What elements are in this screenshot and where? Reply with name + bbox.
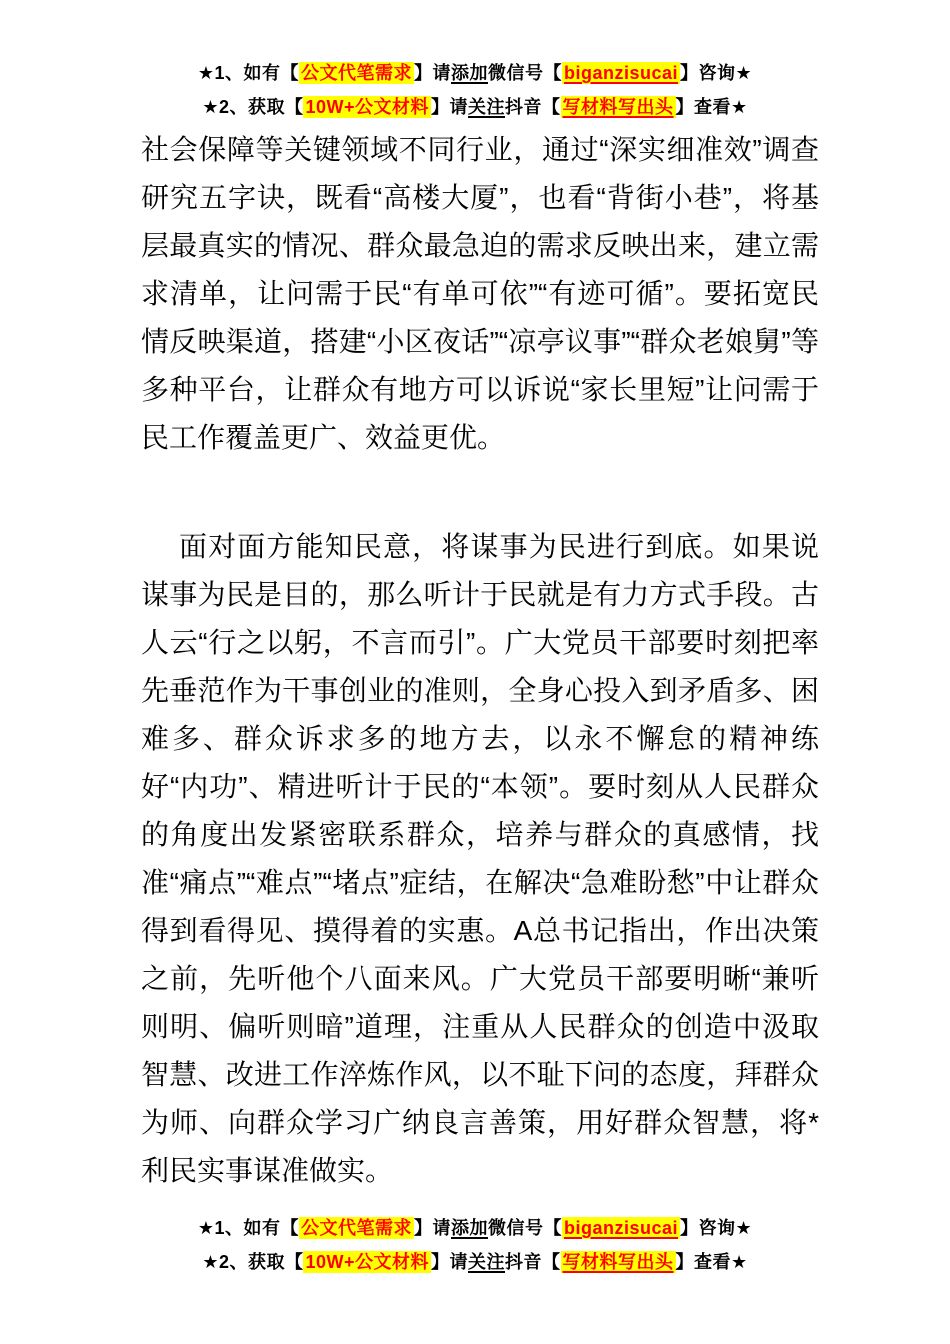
banner2-suffix: 】查看★ xyxy=(675,1252,748,1272)
promo-banner-bottom xyxy=(0,1211,950,1279)
banner2-mid2: 抖音【 xyxy=(505,1252,561,1272)
banner1-prefix: ★1、如有【 xyxy=(197,1218,299,1238)
banner1-highlight-wechat-id: biganzisucai xyxy=(563,63,679,83)
banner2-mid2: 抖音【 xyxy=(505,97,561,117)
banner2-underline-follow: 关注 xyxy=(468,1252,506,1272)
banner2-mid1: 】请 xyxy=(431,1252,469,1272)
banner-line-1 xyxy=(0,1211,950,1245)
body-paragraph-1: 社会保障等关键领域不同行业，通过“深实细准效”调查研究五字诀，既看“高楼大厦”，也看“背街小巷”，将基层最真实的情况、群众最急迫的需求反映出来，建立需求清单，让问需于民“有单可依”“有迹可循”。要拓宽民情反映渠道，搭建“小区夜话”“凉亭议事”“群众老娘舅”等多种平台，让群众有地方可以诉说“家长里短”让问需于民工作覆盖更广、效益更优。 xyxy=(141,134,819,453)
banner2-highlight-douyin-id: 写材料写出头 xyxy=(562,1252,674,1272)
banner1-highlight-wechat-id: biganzisucai xyxy=(563,1218,679,1238)
banner1-mid1: 】请 xyxy=(413,1218,451,1238)
banner1-suffix: 】咨询★ xyxy=(680,1218,753,1238)
banner-line-2 xyxy=(0,90,950,124)
banner2-mid1: 】请 xyxy=(431,97,469,117)
banner2-prefix: ★2、获取【 xyxy=(202,1252,304,1272)
banner1-suffix: 】咨询★ xyxy=(680,63,753,83)
banner2-highlight-douyin-id: 写材料写出头 xyxy=(562,97,674,117)
banner1-mid1: 】请 xyxy=(413,63,451,83)
banner1-highlight-service: 公文代笔需求 xyxy=(300,1218,412,1238)
banner1-underline-add: 添加 xyxy=(450,1218,488,1238)
promo-banner-top xyxy=(0,56,950,124)
banner1-prefix: ★1、如有【 xyxy=(197,63,299,83)
banner1-mid2: 微信号【 xyxy=(487,63,562,83)
banner2-underline-follow: 关注 xyxy=(468,97,506,117)
banner2-prefix: ★2、获取【 xyxy=(202,97,304,117)
banner1-mid2: 微信号【 xyxy=(487,1218,562,1238)
banner1-highlight-service: 公文代笔需求 xyxy=(300,63,412,83)
banner-line-1 xyxy=(0,56,950,90)
banner-line-2 xyxy=(0,1245,950,1279)
banner1-underline-add: 添加 xyxy=(450,63,488,83)
document-body xyxy=(141,126,819,1195)
banner2-highlight-materials: 10W+公文材料 xyxy=(305,97,430,117)
banner2-highlight-materials: 10W+公文材料 xyxy=(305,1252,430,1272)
body-paragraph-2: 面对面方能知民意，将谋事为民进行到底。如果说谋事为民是目的，那么听计于民就是有力方式手段。古人云“行之以躬，不言而引”。广大党员干部要时刻把率先垂范作为干事创业的准则，全身心投入到矛盾多、困难多、群众诉求多的地方去，以永不懈怠的精神练好“内功”、精进听计于民的“本领”。要时刻从人民群众的角度出发紧密联系群众，培养与群众的真感情，找准“痛点”“难点”“堵点”症结，在解决“急难盼愁”中让群众得到看得见、摸得着的实惠。A总书记指出，作出决策之前，先听他个八面来风。广大党员干部要明晰“兼听则明、偏听则暗”道理，注重从人民群众的创造中汲取智慧、改进工作淬炼作风，以不耻下问的态度，拜群众为师、向群众学习广纳良言善策，用好群众智慧，将*利民实事谋准做实。 xyxy=(141,531,819,1186)
banner2-suffix: 】查看★ xyxy=(675,97,748,117)
